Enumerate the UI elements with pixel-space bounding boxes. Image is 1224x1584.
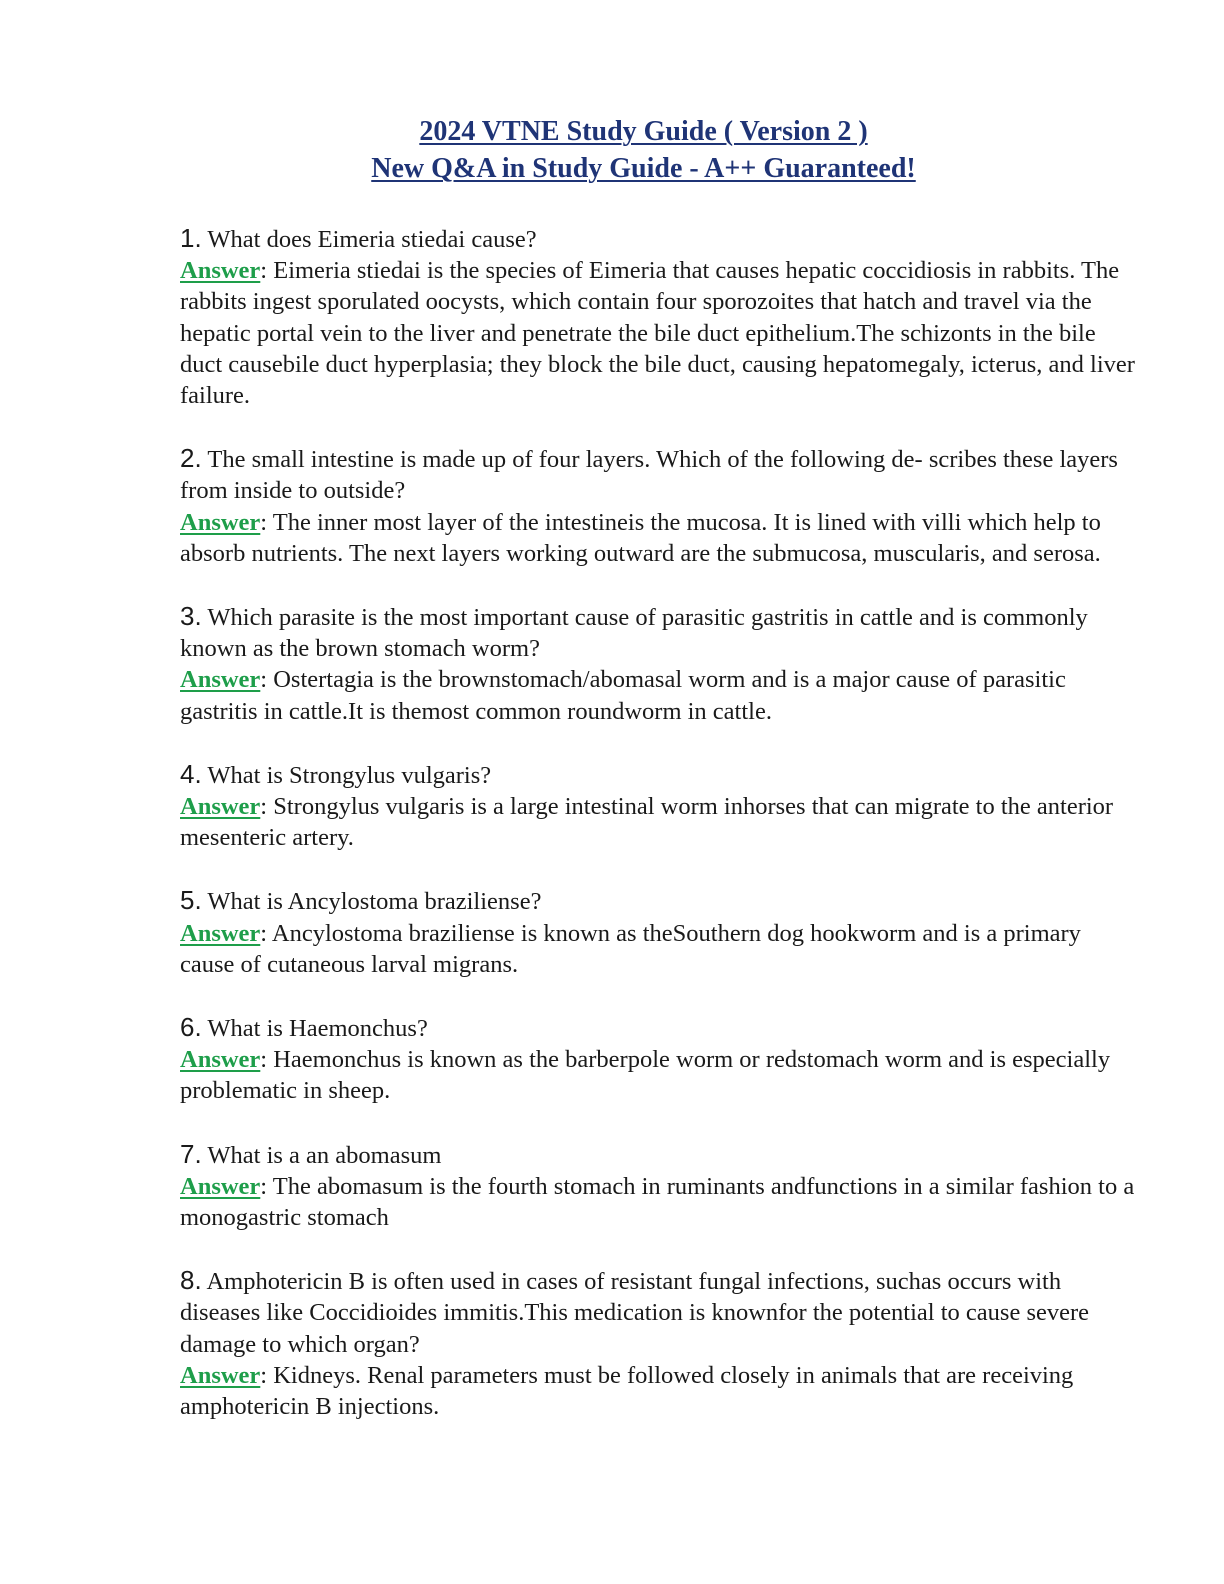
question: 2. The small intestine is made up of four layers. Which of the following de- scribes these layers from inside to outside? bbox=[180, 443, 1118, 505]
question-text: What is Ancylostoma braziliense? bbox=[207, 888, 542, 916]
question-number: 8 bbox=[180, 1265, 195, 1296]
question: 6. What is Haemonchus? bbox=[180, 1012, 428, 1043]
answer bbox=[180, 1044, 1140, 1106]
question-text: What does Eimeria stiedai cause? bbox=[207, 226, 537, 253]
qa-item bbox=[180, 223, 1140, 411]
question-text: What is Haemonchus? bbox=[207, 1015, 428, 1043]
answer-text: : Ostertagia is the brownstomach/abomasal worm and is a major cause of parasitic gastritis in cattle.It is themost common roundworm in cattle. bbox=[180, 666, 1066, 725]
answer-text: : The abomasum is the fourth stomach in ruminants andfunctions in a similar fashion to a monogastric stomach bbox=[180, 1172, 1135, 1232]
answer-label: Answer bbox=[180, 919, 261, 947]
question-number: 2 bbox=[180, 443, 195, 474]
answer-label: Answer bbox=[180, 1046, 261, 1074]
answer-label: Answer bbox=[180, 257, 261, 285]
question-number: 3 bbox=[180, 601, 195, 632]
answer bbox=[180, 507, 1140, 569]
question-number: 4 bbox=[180, 758, 195, 789]
question: 5. What is Ancylostoma braziliense? bbox=[180, 885, 542, 916]
qa-item bbox=[180, 1012, 1140, 1107]
question-number: 7 bbox=[180, 1138, 195, 1169]
qa-item bbox=[180, 759, 1140, 854]
answer-label: Answer bbox=[180, 1172, 261, 1200]
question-number: 5 bbox=[180, 885, 195, 916]
question: 8. Amphotericin B is often used in cases of resistant fungal infections, suchas occurs with diseases like Coccidioides immitis.This medication is knownfor the potential to cause severe damage to which organ? bbox=[180, 1265, 1090, 1358]
question: 4. What is Strongylus vulgaris? bbox=[180, 758, 492, 789]
answer-label: Answer bbox=[180, 1361, 261, 1389]
question: 1. What does Eimeria stiedai cause? bbox=[180, 223, 537, 253]
answer-text: : Haemonchus is known as the barberpole worm or redstomach worm and is especially problematic in sheep. bbox=[180, 1046, 1111, 1105]
qa-item bbox=[180, 1265, 1140, 1422]
answer-text: : Kidneys. Renal parameters must be followed closely in animals that are receiving amphotericin B injections. bbox=[180, 1361, 1074, 1421]
question-text: The small intestine is made up of four layers. Which of the following de- scribes these layers from inside to outside? bbox=[180, 446, 1118, 505]
answer bbox=[180, 918, 1140, 980]
answer bbox=[180, 1171, 1140, 1233]
document-title bbox=[0, 113, 1224, 187]
question-number: 6 bbox=[180, 1012, 195, 1043]
answer bbox=[180, 791, 1140, 853]
answer-text: : Ancylostoma braziliense is known as theSouthern dog hookworm and is a primary cause of cutaneous larval migrans. bbox=[180, 919, 1081, 978]
answer-text: : Strongylus vulgaris is a large intestinal worm inhorses that can migrate to the anterior mesenteric artery. bbox=[180, 793, 1114, 852]
answer bbox=[180, 664, 1140, 726]
answer-text: : Eimeria stiedai is the species of Eimeria that causes hepatic coccidiosis in rabbits. The rabbits ingest sporulated oocysts, which contain four sporozoites that hatch and travel via the hepatic portal vein to the liver and penetrate the bile duct epithelium.The schizonts in the bile duct causebile duct hyperplasia; they block the bile duct, causing hepatomegaly, icterus, and liver failure. bbox=[180, 257, 1135, 410]
qa-item bbox=[180, 1139, 1140, 1234]
question: 3. Which parasite is the most important cause of parasitic gastritis in cattle and is commonly known as the brown stomach worm? bbox=[180, 601, 1088, 663]
question-text: What is a an abomasum bbox=[207, 1141, 442, 1169]
question: 7. What is a an abomasum bbox=[180, 1138, 442, 1169]
answer bbox=[180, 1360, 1140, 1422]
title-line-1: 2024 VTNE Study Guide ( Version 2 ) bbox=[419, 116, 868, 147]
answer-label: Answer bbox=[180, 793, 261, 821]
qa-list bbox=[180, 223, 1140, 1454]
question-text: What is Strongylus vulgaris? bbox=[207, 761, 492, 789]
answer-label: Answer bbox=[180, 666, 261, 694]
qa-item bbox=[180, 601, 1140, 727]
question-number: 1 bbox=[180, 223, 195, 253]
answer bbox=[180, 255, 1140, 411]
question-text: Amphotericin B is often used in cases of resistant fungal infections, suchas occurs with diseases like Coccidioides immitis.This medication is knownfor the potential to cause severe damage to which organ? bbox=[180, 1268, 1090, 1358]
question-text: Which parasite is the most important cause of parasitic gastritis in cattle and is commonly known as the brown stomach worm? bbox=[180, 604, 1088, 663]
title-line-2: New Q&A in Study Guide - A++ Guaranteed! bbox=[371, 153, 916, 184]
qa-item bbox=[180, 443, 1140, 569]
answer-label: Answer bbox=[180, 508, 261, 536]
qa-item bbox=[180, 885, 1140, 980]
answer-text: : The inner most layer of the intestineis the mucosa. It is lined with villi which help to absorb nutrients. The next layers working outward are the submucosa, muscularis, and serosa. bbox=[180, 508, 1101, 567]
